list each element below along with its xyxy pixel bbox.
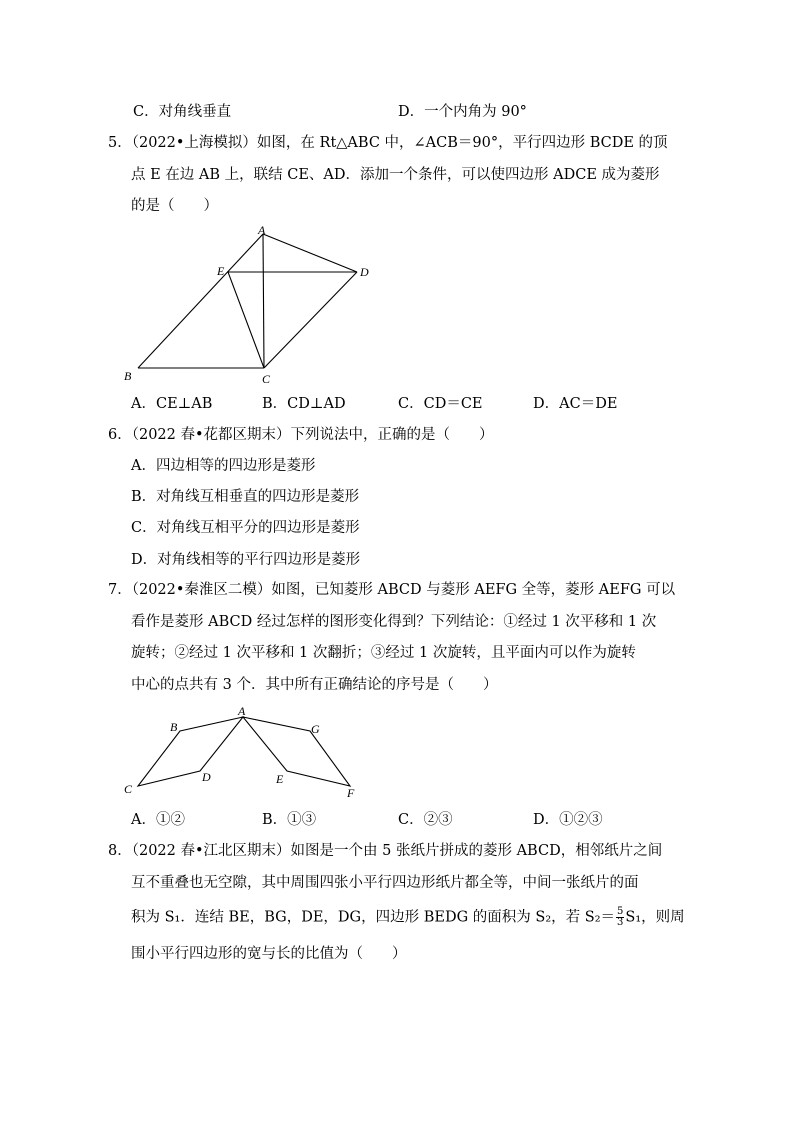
q5-label-a: A <box>258 223 266 237</box>
q5-stem-line3: 的是（ ） <box>131 198 218 214</box>
q7-label-e: E <box>276 772 284 786</box>
q7-rhombus-abcd <box>138 717 243 786</box>
q7-label-c: C <box>124 782 133 796</box>
q5-option-a: A．CE⊥AB <box>131 396 213 412</box>
q7-label-b: B <box>170 720 178 734</box>
q5-stem-line2: 点 E 在边 AB 上，联结 CE、AD．添加一个条件，可以使四边形 ADCE 成为菱形 <box>131 167 660 183</box>
q5-label-c: C <box>262 372 271 386</box>
q5-label-d: D <box>360 265 369 279</box>
q7-option-a: A．①② <box>131 812 185 828</box>
q8-fraction-denominator: 3 <box>617 917 624 928</box>
q8-stem-line3-part1: 积为 S₁．连结 BE，BG，DE，DG，四边形 BEDG 的面积为 S₂，若 S₂＝ <box>131 909 616 926</box>
q5-label-e: E <box>217 264 225 278</box>
q7-stem-line3: 旋转；②经过 1 次平移和 1 次翻折；③经过 1 次旋转，且平面内可以作为旋转 <box>131 645 636 661</box>
q6-option-b: B．对角线互相垂直的四边形是菱形 <box>131 489 360 505</box>
q7-stem-line1: 7．（2022•秦淮区二模）如图，已知菱形 ABCD 与菱形 AEFG 全等，菱形 AEFG 可以 <box>108 582 676 598</box>
q5-option-b: B．CD⊥AD <box>262 396 346 412</box>
q8-stem-line3-part2: S₁，则周 <box>625 909 685 926</box>
q7-label-f: F <box>347 786 355 800</box>
q4-option-d: D．一个内角为 90° <box>398 104 527 120</box>
q7-stem-line4: 中心的点共有 3 个．其中所有正确结论的序号是（ ） <box>131 677 498 693</box>
q6-stem-line1: 6．（2022 春•花都区期末）下列说法中，正确的是（ ） <box>108 427 494 443</box>
q8-fraction-numerator: 5 <box>617 906 624 917</box>
q7-option-d: D．①②③ <box>533 812 603 828</box>
q7-label-d: D <box>202 770 211 784</box>
q7-rhombus-aefg <box>243 717 350 786</box>
q8-fraction <box>616 907 624 928</box>
q4-option-c: C．对角线垂直 <box>133 104 232 120</box>
q5-label-b: B <box>124 369 132 383</box>
q5-option-d: D．AC＝DE <box>533 396 618 412</box>
q7-option-c: C．②③ <box>398 812 453 828</box>
q6-option-c: C．对角线互相平分的四边形是菱形 <box>131 520 360 536</box>
q7-label-g: G <box>311 722 320 736</box>
q5-option-c: C．CD＝CE <box>398 396 483 412</box>
q8-stem-line4: 围小平行四边形的宽与长的比值为（ ） <box>131 946 407 962</box>
q7-option-b: B．①③ <box>262 812 317 828</box>
q7-label-a: A <box>238 704 246 718</box>
q8-stem-line3 <box>131 907 685 928</box>
q5-stem-line1: 5．（2022•上海模拟）如图，在 Rt△ABC 中，∠ACB＝90°，平行四边形 BCDE 的顶 <box>108 135 668 151</box>
q7-stem-line2: 看作是菱形 ABCD 经过怎样的图形变化得到？下列结论：①经过 1 次平移和 1 次 <box>131 614 657 630</box>
q6-option-a: A．四边相等的四边形是菱形 <box>131 458 316 474</box>
q8-stem-line1: 8．（2022 春•江北区期末）如图是一个由 5 张纸片拼成的菱形 ABCD，相邻纸片之间 <box>108 843 663 859</box>
q8-stem-line2: 互不重叠也无空隙，其中周围四张小平行四边形纸片都全等，中间一张纸片的面 <box>131 875 639 891</box>
q6-option-d: D．对角线相等的平行四边形是菱形 <box>131 552 361 568</box>
